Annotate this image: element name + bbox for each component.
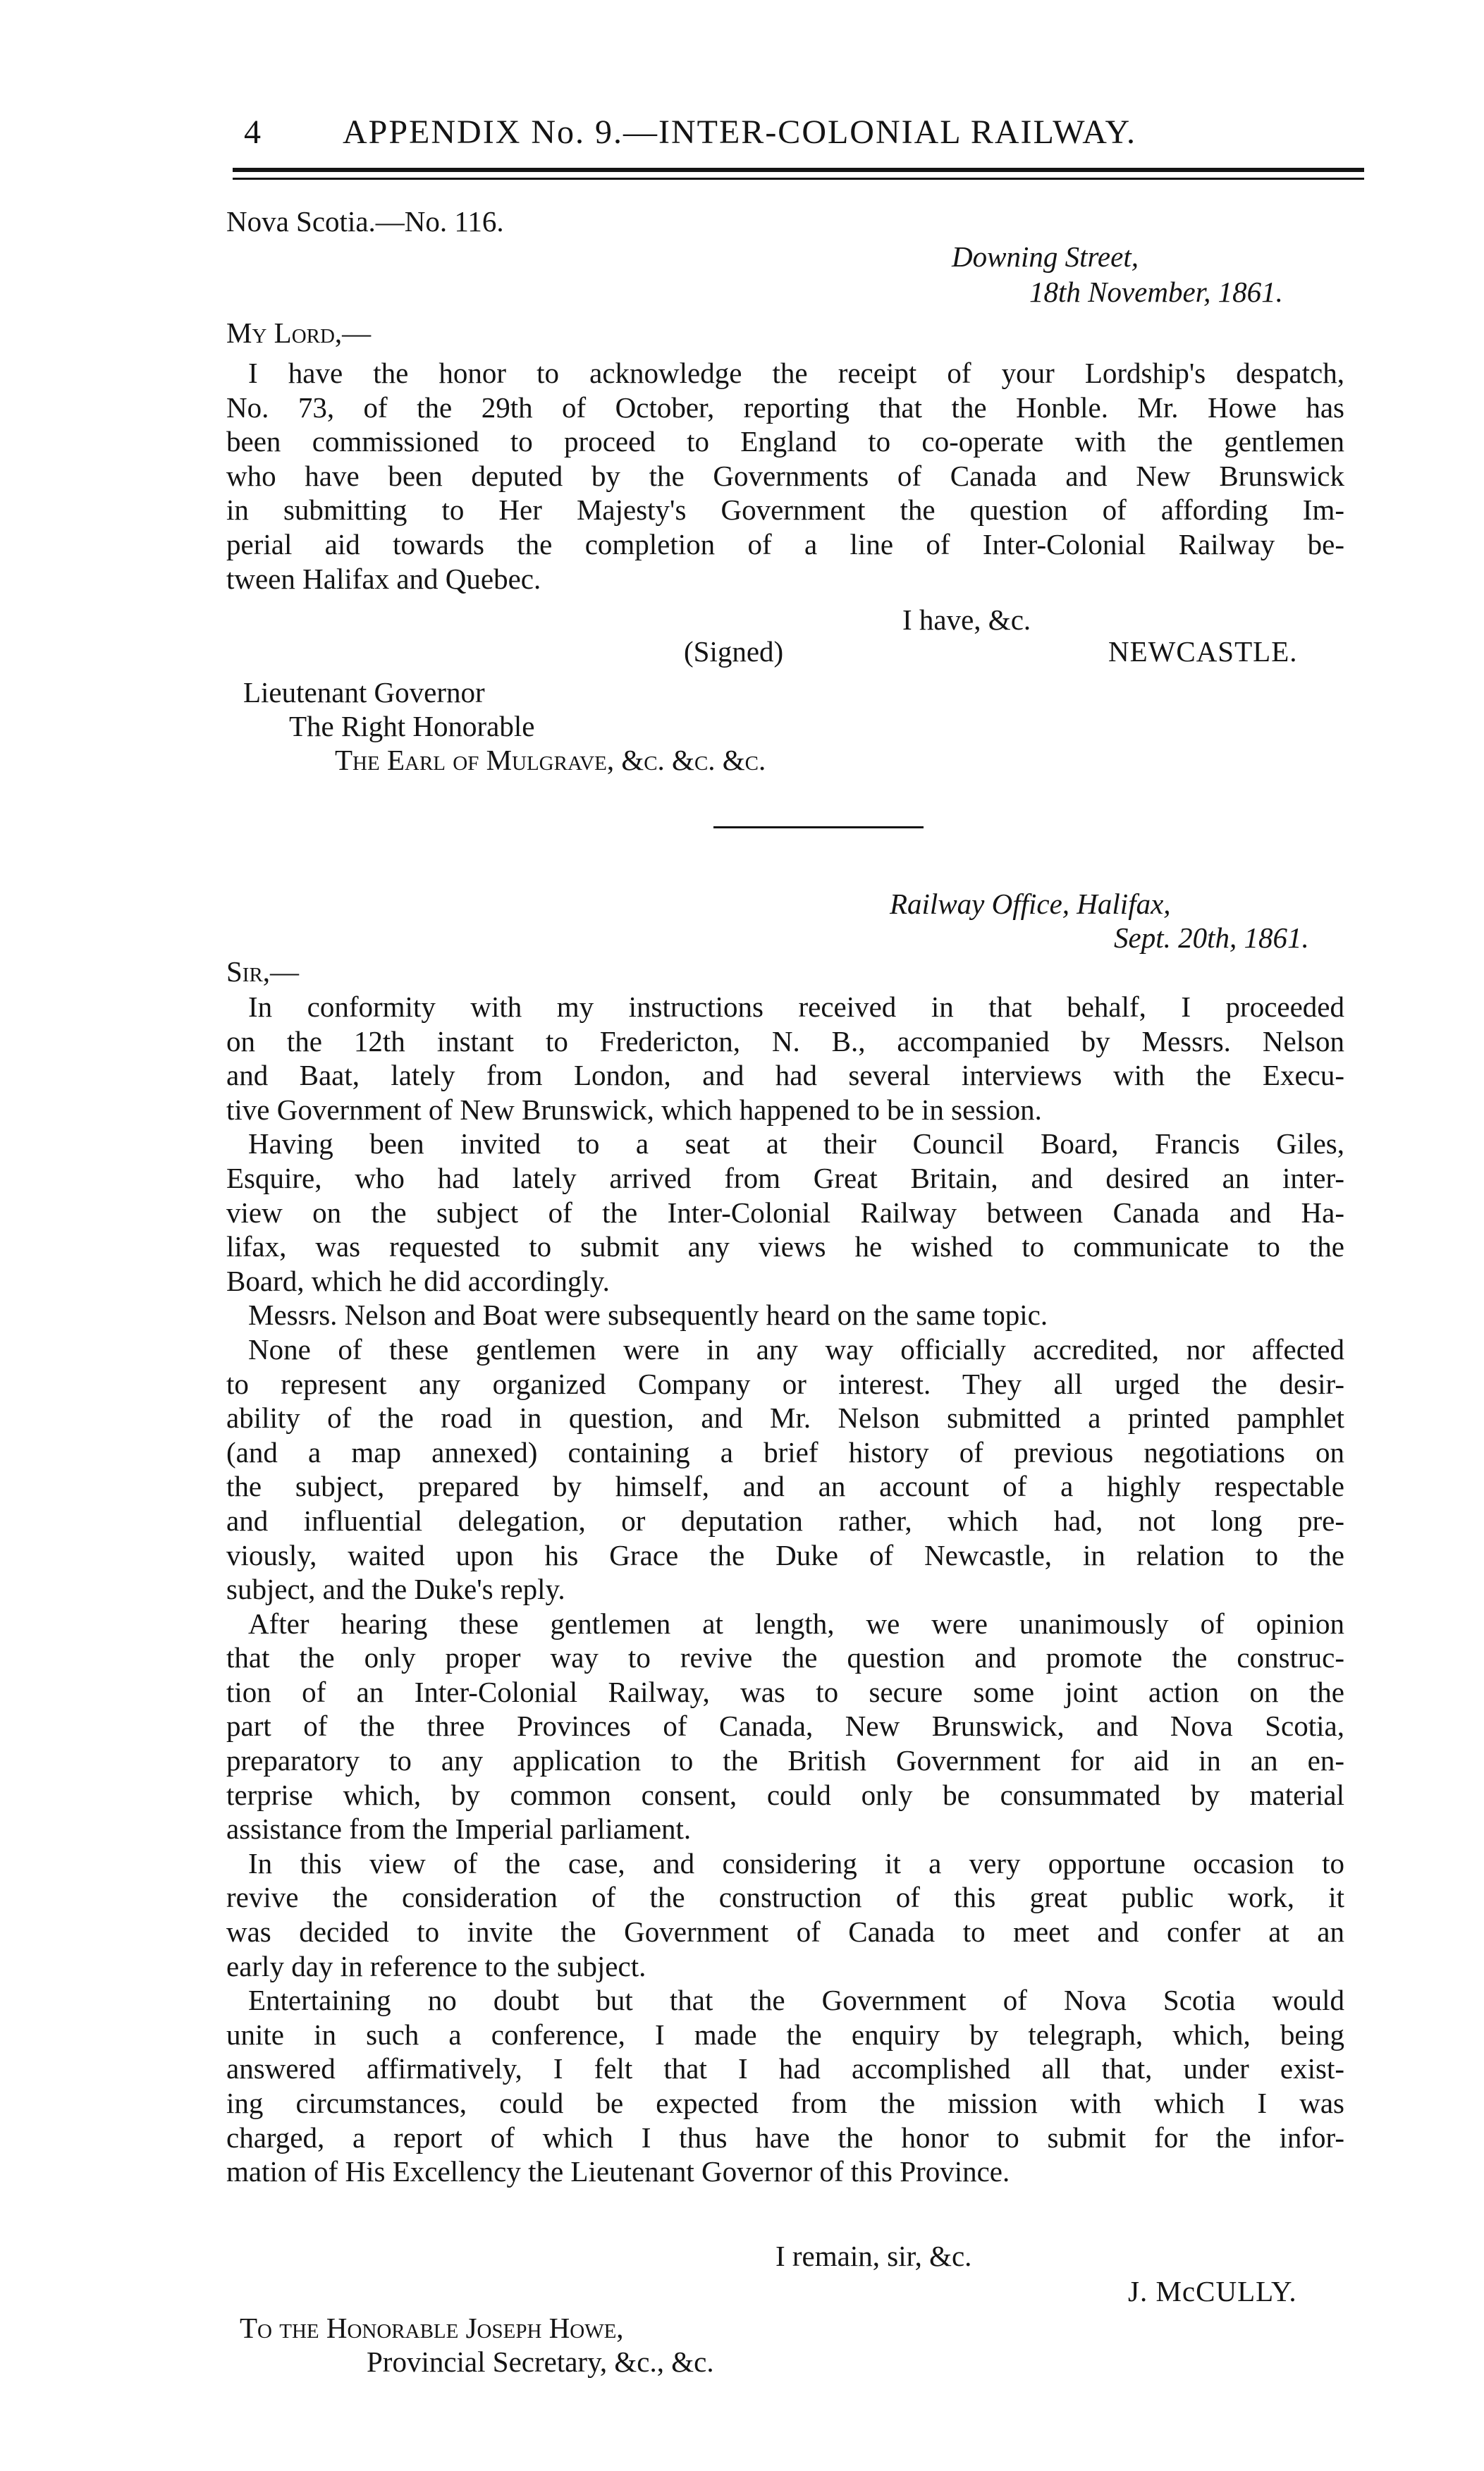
body-line: and influential delegation, or deputation rather, which had, not long pre- (226, 1504, 1344, 1537)
page-number: 4 (244, 114, 262, 151)
body-line: I have the honor to acknowledge the receipt of your Lordship's despatch, (248, 357, 1344, 389)
body-line: No. 73, of the 29th of October, reporting that the Honble. Mr. Howe has (226, 391, 1344, 424)
body-line: mation of His Excellency the Lieutenant Governor of this Province. (226, 2155, 1010, 2188)
body-line: revive the consideration of the construction of this great public work, it (226, 1881, 1344, 1914)
body-line: in submitting to Her Majesty's Government the question of affording Im- (226, 493, 1344, 527)
body-line: Entertaining no doubt but that the Government of Nova Scotia would (248, 1984, 1344, 2017)
body-line: and Baat, lately from London, and had several interviews with the Execu- (226, 1059, 1344, 1092)
body-line: charged, a report of which I thus have the honor to submit for the infor- (226, 2121, 1344, 2154)
letter2-place: Railway Office, Halifax, (890, 888, 1171, 920)
letter1-addressee-line: The Right Honorable (289, 710, 535, 742)
body-line: terprise which, by common consent, could only be consummated by material (226, 1778, 1344, 1811)
body-line: view on the subject of the Inter-Colonial Railway between Canada and Ha- (226, 1196, 1344, 1229)
letter1-date: 18th November, 1861. (1029, 276, 1283, 308)
body-line: ing circumstances, could be expected from the mission with which I was (226, 2087, 1344, 2119)
body-line: unite in such a conference, I made the enquiry by telegraph, which, being (226, 2018, 1344, 2051)
body-line: early day in reference to the subject. (226, 1949, 646, 1982)
letter1-salutation: My Lord,— (226, 317, 372, 349)
body-line: the subject, prepared by himself, and an account of a highly respectable (226, 1470, 1344, 1503)
letter-separator (713, 826, 924, 828)
letter2-salutation: Sir,— (226, 955, 300, 988)
body-line: Having been invited to a seat at their Council Board, Francis Giles, (248, 1127, 1344, 1160)
body-line: on the 12th instant to Fredericton, N. B., accompanied by Messrs. Nelson (226, 1024, 1344, 1057)
letter1-signature: NEWCASTLE. (1108, 635, 1298, 668)
body-line: subject, and the Duke's reply. (226, 1573, 565, 1606)
page-header (244, 113, 1136, 152)
body-line: preparatory to any application to the British Government for aid in an en- (226, 1744, 1344, 1777)
body-line: tween Halifax and Quebec. (226, 562, 541, 595)
body-line: to represent any organized Company or interest. They all urged the desir- (226, 1367, 1344, 1400)
body-line: perial aid towards the completion of a line of Inter-Colonial Railway be- (226, 527, 1344, 560)
letter2-addressee-line: To the Honorable Joseph Howe, (240, 2312, 624, 2344)
body-line: been commissioned to proceed to England to co-operate with the gentlemen (226, 425, 1344, 458)
body-line: viously, waited upon his Grace the Duke of Newcastle, in relation to the (226, 1538, 1344, 1571)
body-line: (and a map annexed) containing a brief history of previous negotiations on (226, 1435, 1344, 1469)
body-line: who have been deputed by the Governments of Canada and New Brunswick (226, 459, 1344, 492)
header-rule-thin (233, 178, 1364, 180)
body-line: answered affirmatively, I felt that I had accomplished all that, under exist- (226, 2052, 1344, 2085)
letter1-closing: I have, &c. (902, 603, 1031, 636)
body-line: In this view of the case, and considering it a very opportune occasion to (248, 1846, 1344, 1880)
letter1-addressee-line: The Earl of Mulgrave, &c. &c. &c. (335, 744, 766, 776)
letter2-body (226, 990, 1344, 2189)
letter1-reference: Nova Scotia.—No. 116. (226, 205, 504, 238)
letter2-addressee-line: Provincial Secretary, &c., &c. (367, 2346, 714, 2378)
body-line: that the only proper way to revive the question and promote the construc- (226, 1641, 1344, 1674)
body-line: lifax, was requested to submit any views he wished to communicate to the (226, 1230, 1344, 1263)
body-line: tive Government of New Brunswick, which happened to be in session. (226, 1093, 1042, 1126)
body-line: Esquire, who had lately arrived from Great Britain, and desired an inter- (226, 1161, 1344, 1194)
body-line: Messrs. Nelson and Boat were subsequently heard on the same topic. (248, 1299, 1048, 1332)
body-line: part of the three Provinces of Canada, New Brunswick, and Nova Scotia, (226, 1710, 1344, 1743)
letter2-closing: I remain, sir, &c. (775, 2240, 972, 2272)
body-line: was decided to invite the Government of Canada to meet and confer at an (226, 1915, 1344, 1949)
body-line: After hearing these gentlemen at length, we were unanimously of opinion (248, 1607, 1344, 1640)
body-line: ability of the road in question, and Mr. Nelson submitted a printed pamphlet (226, 1402, 1344, 1435)
letter1-signed-label: (Signed) (684, 635, 784, 668)
header-title: APPENDIX No. 9.—INTER-COLONIAL RAILWAY. (343, 114, 1136, 151)
header-rule-thick (233, 168, 1364, 172)
letter1-body (226, 356, 1344, 596)
letter2-signature: J. McCULLY. (1128, 2275, 1297, 2307)
body-line: tion of an Inter-Colonial Railway, was to secure some joint action on the (226, 1675, 1344, 1708)
letter1-addressee-line: Lieutenant Governor (243, 676, 485, 709)
body-line: Board, which he did accordingly. (226, 1264, 610, 1297)
body-line: None of these gentlemen were in any way officially accredited, nor affected (248, 1332, 1344, 1366)
letter1-place: Downing Street, (952, 240, 1139, 273)
body-line: assistance from the Imperial parliament. (226, 1813, 692, 1846)
letter2-date: Sept. 20th, 1861. (1114, 921, 1309, 954)
body-line: In conformity with my instructions received in that behalf, I proceeded (248, 991, 1344, 1023)
